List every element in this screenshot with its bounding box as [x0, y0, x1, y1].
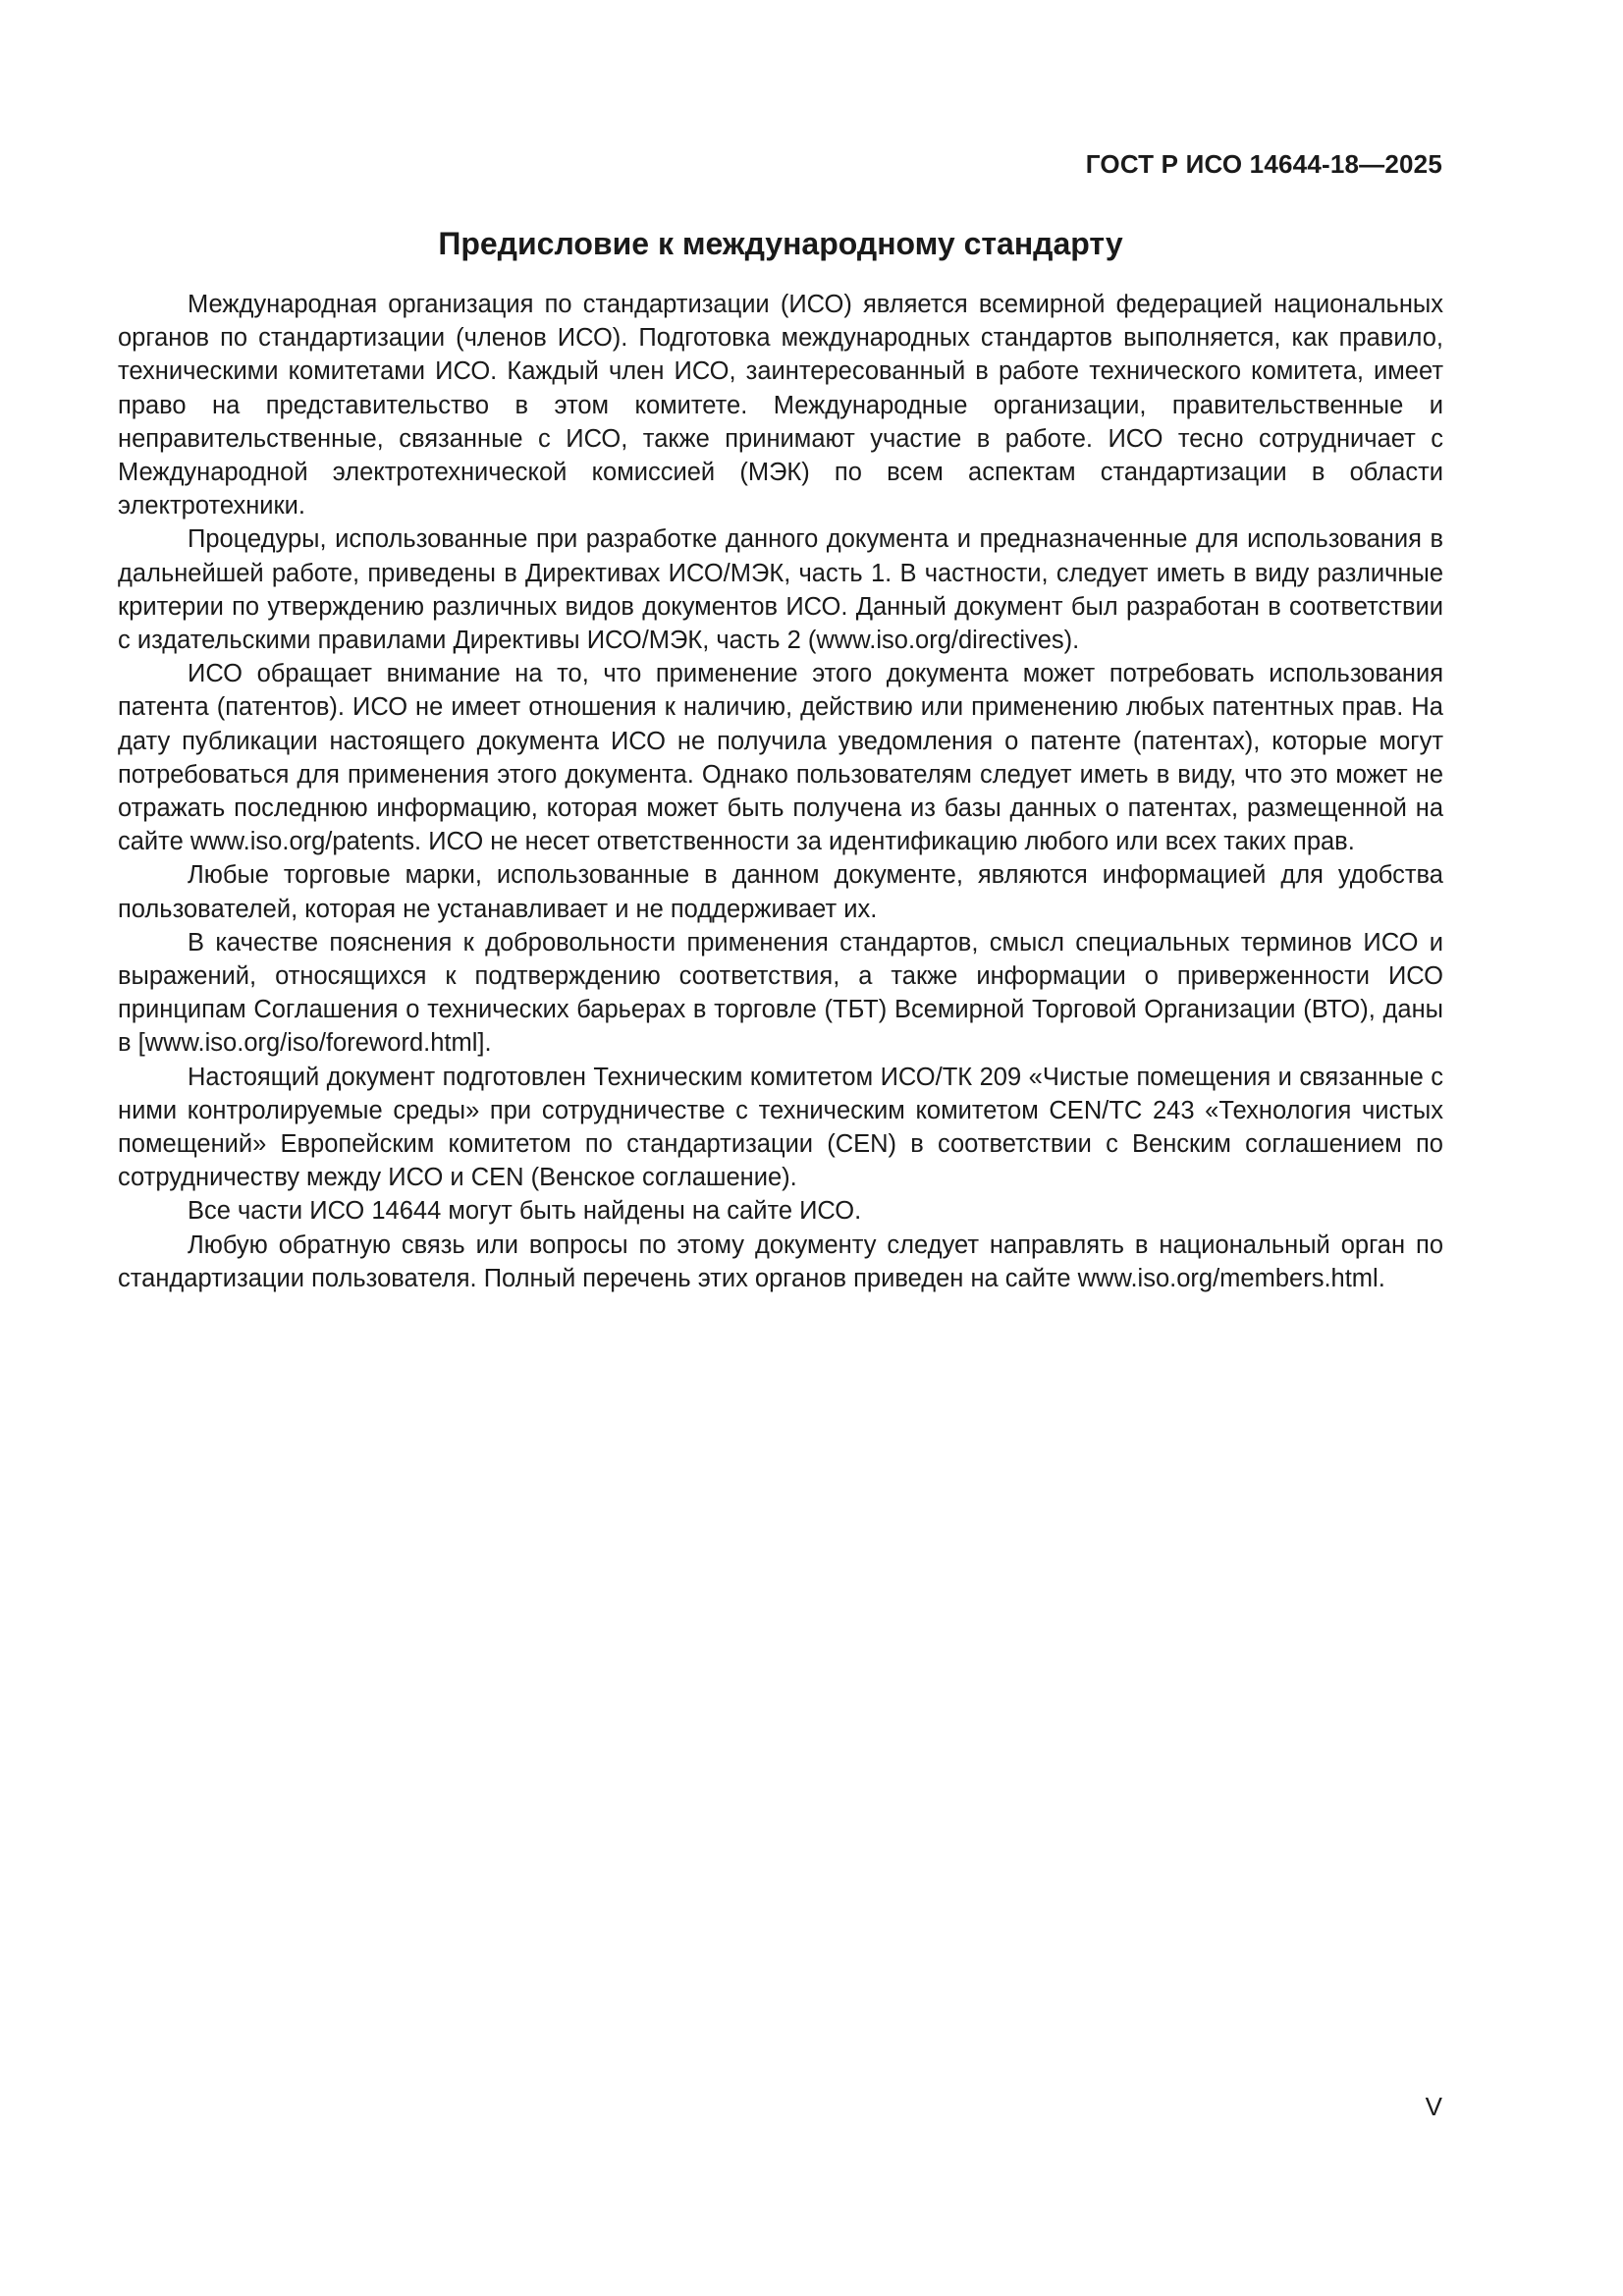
page-title: Предисловие к международному стандарту — [438, 226, 1123, 261]
foreword-body — [118, 288, 1443, 1295]
paragraph-committee: Настоящий документ подготовлен Техническим комитетом ИСО/ТК 209 «Чистые помещения и связанные с ними контролируемые среды» при сотрудничестве с техническим комитетом CEN/TC 243 «Технология чистых помещений» Европейским комитетом по стандартизации (CEN) в соответствии с Венским соглашением по сотрудничеству между ИСО и CEN (Венское соглашение). — [118, 1063, 1443, 1192]
paragraph-patents: ИСО обращает внимание на то, что применение этого документа может потребовать использования патента (патентов). ИСО не имеет отношения к наличию, действию или применению любых патентных прав. На дату публикации настоящего документа ИСО не получила уведомления о патенте (патентах), которые могут потребоваться для применения этого документа. Однако пользователям следует иметь в виду, что это может не отражать последнюю информацию, которая может быть получена из базы данных о патентах, размещенной на сайте www.iso.org/patents. ИСО не несет ответственности за идентификацию любого или всех таких прав. — [118, 660, 1443, 856]
paragraph-iso-organization: Международная организация по стандартизации (ИСО) является всемирной федерацией национальных органов по стандартизации (членов ИСО). Подготовка международных стандартов выполняется, как правило, техническими комитетами ИСО. Каждый член ИСО, заинтересованный в работе технического комитета, имеет право на представительство в этом комитете. Международные организации, правительственные и неправительственные, связанные с ИСО, также принимают участие в работе. ИСО тесно сотрудничает с Международной электротехнической комиссией (МЭК) по всем аспектам стандартизации в области электротехники. — [118, 291, 1443, 520]
paragraph-voluntary-nature: В качестве пояснения к добровольности применения стандартов, смысл специальных терминов ИСО и выражений, относящихся к подтверждению соответствия, а также информации о приверженности ИСО принципам Соглашения о технических барьерах в торговле (ТБТ) Всемирной Торговой Организации (ВТО), даны в [www.iso.org/iso/foreword.html]. — [118, 928, 1443, 1058]
paragraph-trademarks: Любые торговые марки, использованные в данном документе, являются информацией для удобства пользователей, которая не устанавливает и не поддерживает их. — [118, 861, 1443, 923]
document-code-header: ГОСТ Р ИСО 14644-18—2025 — [1085, 149, 1442, 179]
paragraph-all-parts: Все части ИСО 14644 могут быть найдены на сайте ИСО. — [188, 1197, 862, 1226]
page-number: V — [1425, 2092, 1442, 2121]
paragraph-procedures: Процедуры, использованные при разработке данного документа и предназначенные для использования в дальнейшей работе, приведены в Директивах ИСО/МЭК, часть 1. В частности, следует иметь в виду различные критерии по утверждению различных видов документов ИСО. Данный документ был разработан в соответствии с издательскими правилами Директивы ИСО/МЭК, часть 2 (www.iso.org/directives). — [118, 525, 1443, 655]
paragraph-feedback: Любую обратную связь или вопросы по этому документу следует направлять в национальный орган по стандартизации пользователя. Полный перечень этих органов приведен на сайте www.iso.org/members.html. — [118, 1230, 1443, 1292]
